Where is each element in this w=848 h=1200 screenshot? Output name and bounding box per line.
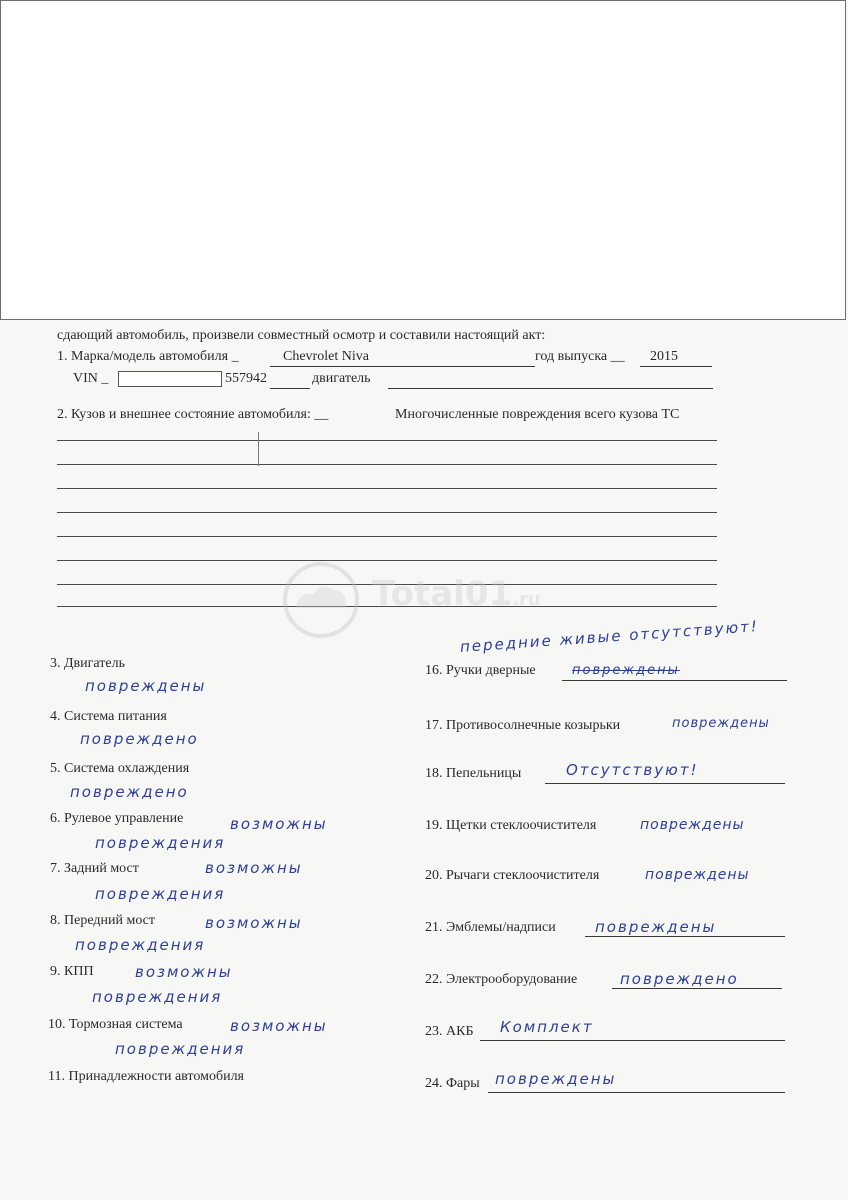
item5-label: 5. Система охлаждения	[50, 761, 190, 776]
item7-note-1: возможны	[205, 859, 303, 877]
item3-note: повреждены	[85, 677, 207, 695]
vin-label: VIN _	[73, 371, 109, 386]
item8-label: 8. Передний мост	[50, 913, 155, 928]
watermark	[276, 560, 606, 640]
item10-note-2: повреждения	[115, 1040, 246, 1058]
item23-note: Комплект	[500, 1018, 594, 1036]
item16-label: 16. Ручки дверные	[425, 663, 536, 678]
item1-model-line	[270, 366, 535, 367]
ruled-line	[57, 440, 717, 441]
item16-note: передние живые отсутствуют!	[459, 617, 760, 656]
ruled-line	[57, 512, 717, 513]
item18-note: Отсутствуют!	[566, 761, 699, 779]
item10-label: 10. Тормозная система	[48, 1017, 183, 1032]
item1-year-line	[640, 366, 712, 367]
watermark-tld: .ru	[512, 589, 541, 610]
item23-line	[480, 1040, 785, 1041]
pen-tick	[258, 432, 259, 466]
item7-label: 7. Задний мост	[50, 861, 139, 876]
item17-note: повреждены	[672, 716, 770, 731]
item9-label: 9. КПП	[50, 964, 94, 979]
item9-note-2: повреждения	[92, 988, 223, 1006]
item2-label: 2. Кузов и внешнее состояние автомобиля: __	[57, 407, 329, 422]
item9-note-1: возможны	[135, 963, 233, 981]
vin-line	[270, 388, 310, 389]
ruled-line	[57, 536, 717, 537]
item6-note-1: возможны	[230, 815, 328, 833]
item10-note-1: возможны	[230, 1017, 328, 1035]
watermark-logo-icon	[276, 560, 366, 640]
item8-note-2: повреждения	[75, 936, 206, 954]
intro-text: сдающий автомобиль, произвели совместный осмотр и составили настоящий акт:	[57, 328, 546, 343]
engine-label: двигатель	[312, 371, 371, 386]
item22-label: 22. Электрооборудование	[425, 972, 578, 987]
ruled-line	[57, 488, 717, 489]
item22-line	[612, 988, 782, 989]
item23-label: 23. АКБ	[425, 1024, 474, 1039]
item24-note: повреждены	[495, 1070, 617, 1088]
item1-label: 1. Марка/модель автомобиля _	[57, 349, 239, 364]
item16-struck-note: повреждены	[572, 663, 680, 678]
item18-label: 18. Пепельницы	[425, 766, 522, 781]
item11-label: 11. Принадлежности автомобиля	[48, 1069, 244, 1084]
redacted-area	[0, 0, 846, 320]
item21-note: повреждены	[595, 918, 717, 936]
item1-year: 2015	[650, 349, 678, 364]
item6-label: 6. Рулевое управление	[50, 811, 184, 826]
item17-label: 17. Противосолнечные козырьки	[425, 718, 621, 733]
item6-note-2: повреждения	[95, 834, 226, 852]
item4-label: 4. Система питания	[50, 709, 167, 724]
vin-digits: 557942	[225, 371, 267, 386]
item4-note: повреждено	[80, 730, 199, 748]
item24-label: 24. Фары	[425, 1076, 480, 1091]
vin-redaction-box	[118, 371, 222, 387]
ruled-line	[57, 464, 717, 465]
item1-year-label: год выпуска __	[535, 349, 625, 364]
item19-note: повреждены	[640, 817, 745, 833]
item8-note-1: возможны	[205, 914, 303, 932]
item2-value: Многочисленные повреждения всего кузова ТС	[395, 407, 680, 422]
item21-line	[585, 936, 785, 937]
watermark-name: Total01	[372, 574, 513, 614]
item20-note: повреждены	[645, 867, 750, 883]
item20-label: 20. Рычаги стеклоочистителя	[425, 868, 600, 883]
item7-note-2: повреждения	[95, 885, 226, 903]
engine-line	[388, 388, 713, 389]
item16-line	[562, 680, 787, 681]
item22-note: повреждено	[620, 970, 739, 988]
item21-label: 21. Эмблемы/надписи	[425, 920, 556, 935]
item3-label: 3. Двигатель	[50, 656, 125, 671]
item18-line	[545, 783, 785, 784]
item5-note: повреждено	[70, 783, 189, 801]
item24-line	[488, 1092, 785, 1093]
item19-label: 19. Щетки стеклоочистителя	[425, 818, 597, 833]
item1-model: Chevrolet Niva	[283, 349, 369, 364]
